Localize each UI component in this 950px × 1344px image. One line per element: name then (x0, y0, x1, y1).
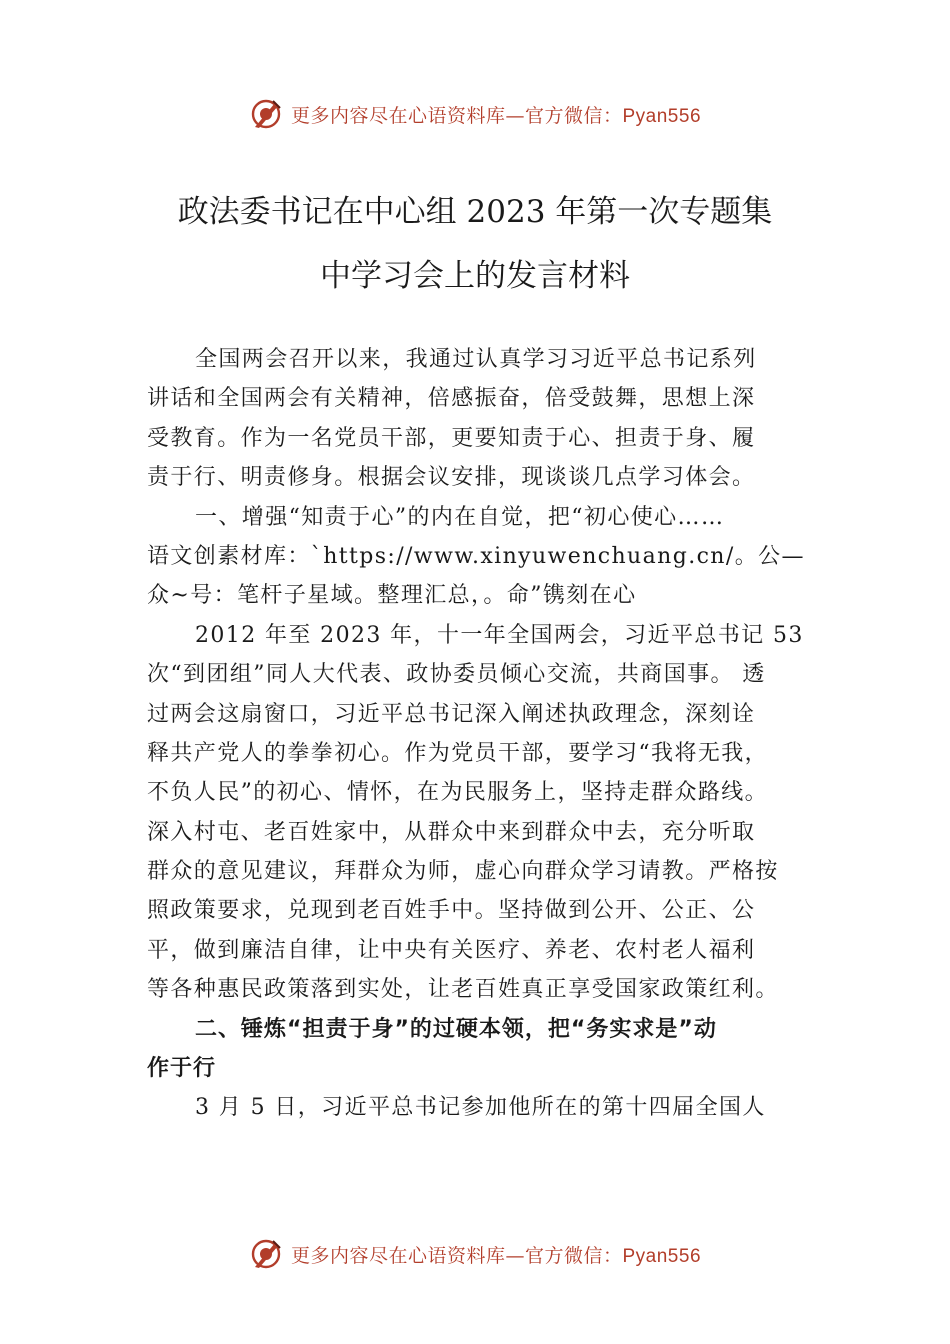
paragraph-3-line-3: 过两会这扇窗口，习近平总书记深入阐述执政理念，深刻诠 (147, 701, 756, 727)
paragraph-1-line-1: 全国两会召开以来，我通过认真学习习近平总书记系列 (195, 347, 757, 372)
paragraph-1-line-4: 责于行、明责修身。根据会议安排，现谈谈几点学习体会。 (147, 465, 756, 491)
title-line-2: 中学习会上的发言材料 (320, 258, 630, 294)
paragraph-3-line-7: 群众的意见建议，拜群众为师，虚心向群众学习请教。严格按 (147, 859, 779, 885)
paragraph-3-line-5: 不负人民”的初心、情怀，在为民服务上，坚持走群众路线。 (147, 780, 769, 806)
quill-pen-seal-icon (249, 97, 283, 131)
paragraph-3-line-2: 次“到团组”同人大代表、政协委员倾心交流，共商国事。 透 (147, 662, 766, 688)
quill-pen-seal-icon (249, 1237, 283, 1271)
header-banner (0, 92, 950, 136)
banner-text (291, 1241, 701, 1268)
section-heading-2-line-2: 作于行 (147, 1056, 217, 1082)
paragraph-2-line-2: 语文创素材库：`https://www.xinyuwenchuang.cn/。公— (147, 543, 805, 569)
banner-text (291, 101, 701, 128)
document-body (147, 340, 819, 1128)
banner-text-cn: 更多内容尽在心语资料库—官方微信： (290, 104, 623, 127)
banner-text-cn: 更多内容尽在心语资料库—官方微信： (290, 1244, 623, 1267)
document-title (100, 180, 850, 308)
footer-banner (0, 1232, 950, 1276)
paragraph-3-line-6: 深入村屯、老百姓家中，从群众中来到群众中去，充分听取 (147, 819, 756, 845)
paragraph-1-line-3: 受教育。作为一名党员干部，更要知责于心、担责于身、履 (147, 425, 756, 451)
paragraph-5-line-1: 3 月 5 日，习近平总书记参加他所在的第十四届全国人 (195, 1095, 766, 1121)
paragraph-3-line-1: 2012 年至 2023 年，十一年全国两会，习近平总书记 53 (195, 622, 804, 648)
paragraph-3-line-9: 平，做到廉洁自律，让中央有关医疗、养老、农村老人福利 (147, 937, 756, 963)
paragraph-2-line-3: 众~号：笔杆子星域。整理汇总，。命”镌刻在心 (147, 583, 637, 609)
banner-wechat-id: Pyan556 (622, 105, 702, 127)
banner-wechat-id: Pyan556 (622, 1245, 702, 1267)
section-heading-2-line-1: 二、锤炼“担责于身”的过硬本领，把“务实求是”动 (195, 1016, 717, 1042)
paragraph-2-line-1: 一、增强“知责于心”的内在自觉，把“初心使心…… (195, 504, 725, 530)
paragraph-3-line-8: 照政策要求，兑现到老百姓手中。坚持做到公开、公正、公 (147, 898, 756, 924)
paragraph-3-line-10: 等各种惠民政策落到实处，让老百姓真正享受国家政策红利。 (147, 977, 779, 1003)
title-line-1: 政法委书记在中心组 2023 年第一次专题集 (177, 194, 773, 230)
paragraph-1-line-2: 讲话和全国两会有关精神，倍感振奋，倍受鼓舞，思想上深 (147, 386, 756, 412)
paragraph-3-line-4: 释共产党人的拳拳初心。作为党员干部，要学习“我将无我， (147, 740, 769, 766)
